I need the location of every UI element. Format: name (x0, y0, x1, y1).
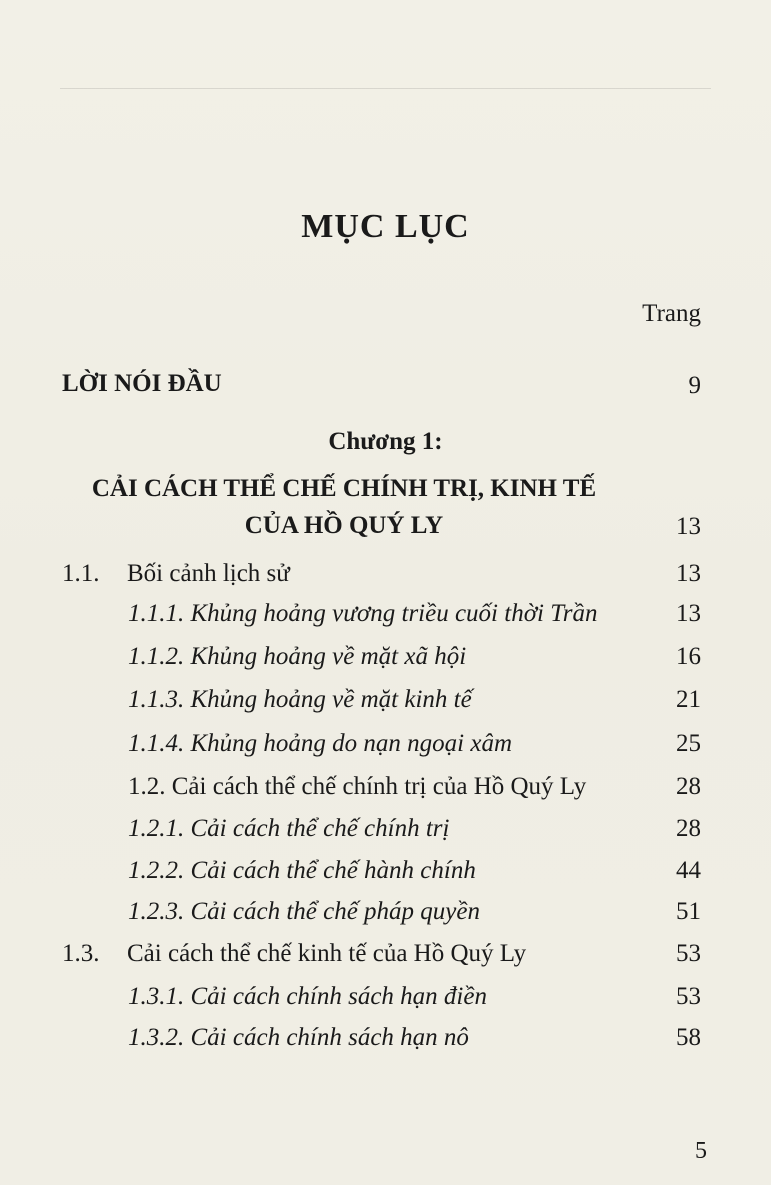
toc-entry-page: 16 (676, 643, 701, 670)
toc-entry-label: Cải cách thể chế kinh tế của Hồ Quý Ly (127, 940, 527, 967)
toc-entry-number: 1.3. (62, 940, 100, 967)
toc-entry-page: 25 (676, 730, 701, 757)
toc-entry-page: 28 (676, 815, 701, 842)
toc-entry-label: 1.1.1. Khủng hoảng vương triều cuối thời Trần (128, 600, 598, 627)
page-column-header: Trang (642, 300, 701, 327)
chapter-label: Chương 1: (328, 428, 443, 455)
toc-title: MỤC LỤC (301, 208, 470, 245)
chapter-title-line1: CẢI CÁCH THỂ CHẾ CHÍNH TRỊ, KINH TẾ (91, 475, 597, 502)
front-matter-label: LỜI NÓI ĐẦU (62, 370, 222, 397)
toc-entry-page: 58 (676, 1024, 701, 1051)
toc-entry-label: 1.1.2. Khủng hoảng về mặt xã hội (128, 643, 467, 670)
toc-entry-label: 1.3.2. Cải cách chính sách hạn nô (128, 1024, 469, 1051)
toc-entry-label: Bối cảnh lịch sử (127, 560, 290, 587)
toc-entry-page: 51 (676, 898, 701, 925)
toc-entry-page: 13 (676, 560, 701, 587)
toc-entry-page: 28 (676, 773, 701, 800)
toc-entry-number: 1.1. (62, 560, 100, 587)
toc-entry-label: 1.1.4. Khủng hoảng do nạn ngoại xâm (128, 730, 513, 757)
toc-entry-label: 1.3.1. Cải cách chính sách hạn điền (128, 983, 487, 1010)
toc-entry-page: 53 (676, 983, 701, 1010)
bleed-through-rule (60, 88, 711, 89)
toc-entry-label: 1.2.2. Cải cách thể chế hành chính (128, 857, 476, 884)
toc-entry-label: 1.2.3. Cải cách thể chế pháp quyền (128, 898, 480, 925)
front-matter-page: 9 (688, 372, 701, 399)
toc-entry-label: 1.2.1. Cải cách thể chế chính trị (128, 815, 450, 842)
page-number: 5 (695, 1138, 707, 1164)
chapter-title-line2: CỦA HỒ QUÝ LY (244, 512, 444, 539)
toc-entry-page: 13 (676, 600, 701, 627)
toc-entry-page: 21 (676, 686, 701, 713)
toc-entry-page: 44 (676, 857, 701, 884)
toc-entry-label: 1.2. Cải cách thể chế chính trị của Hồ Quý Ly (128, 773, 587, 800)
toc-entry-label: 1.1.3. Khủng hoảng về mặt kinh tế (128, 686, 472, 713)
chapter-page: 13 (676, 513, 701, 540)
toc-entry-page: 53 (676, 940, 701, 967)
